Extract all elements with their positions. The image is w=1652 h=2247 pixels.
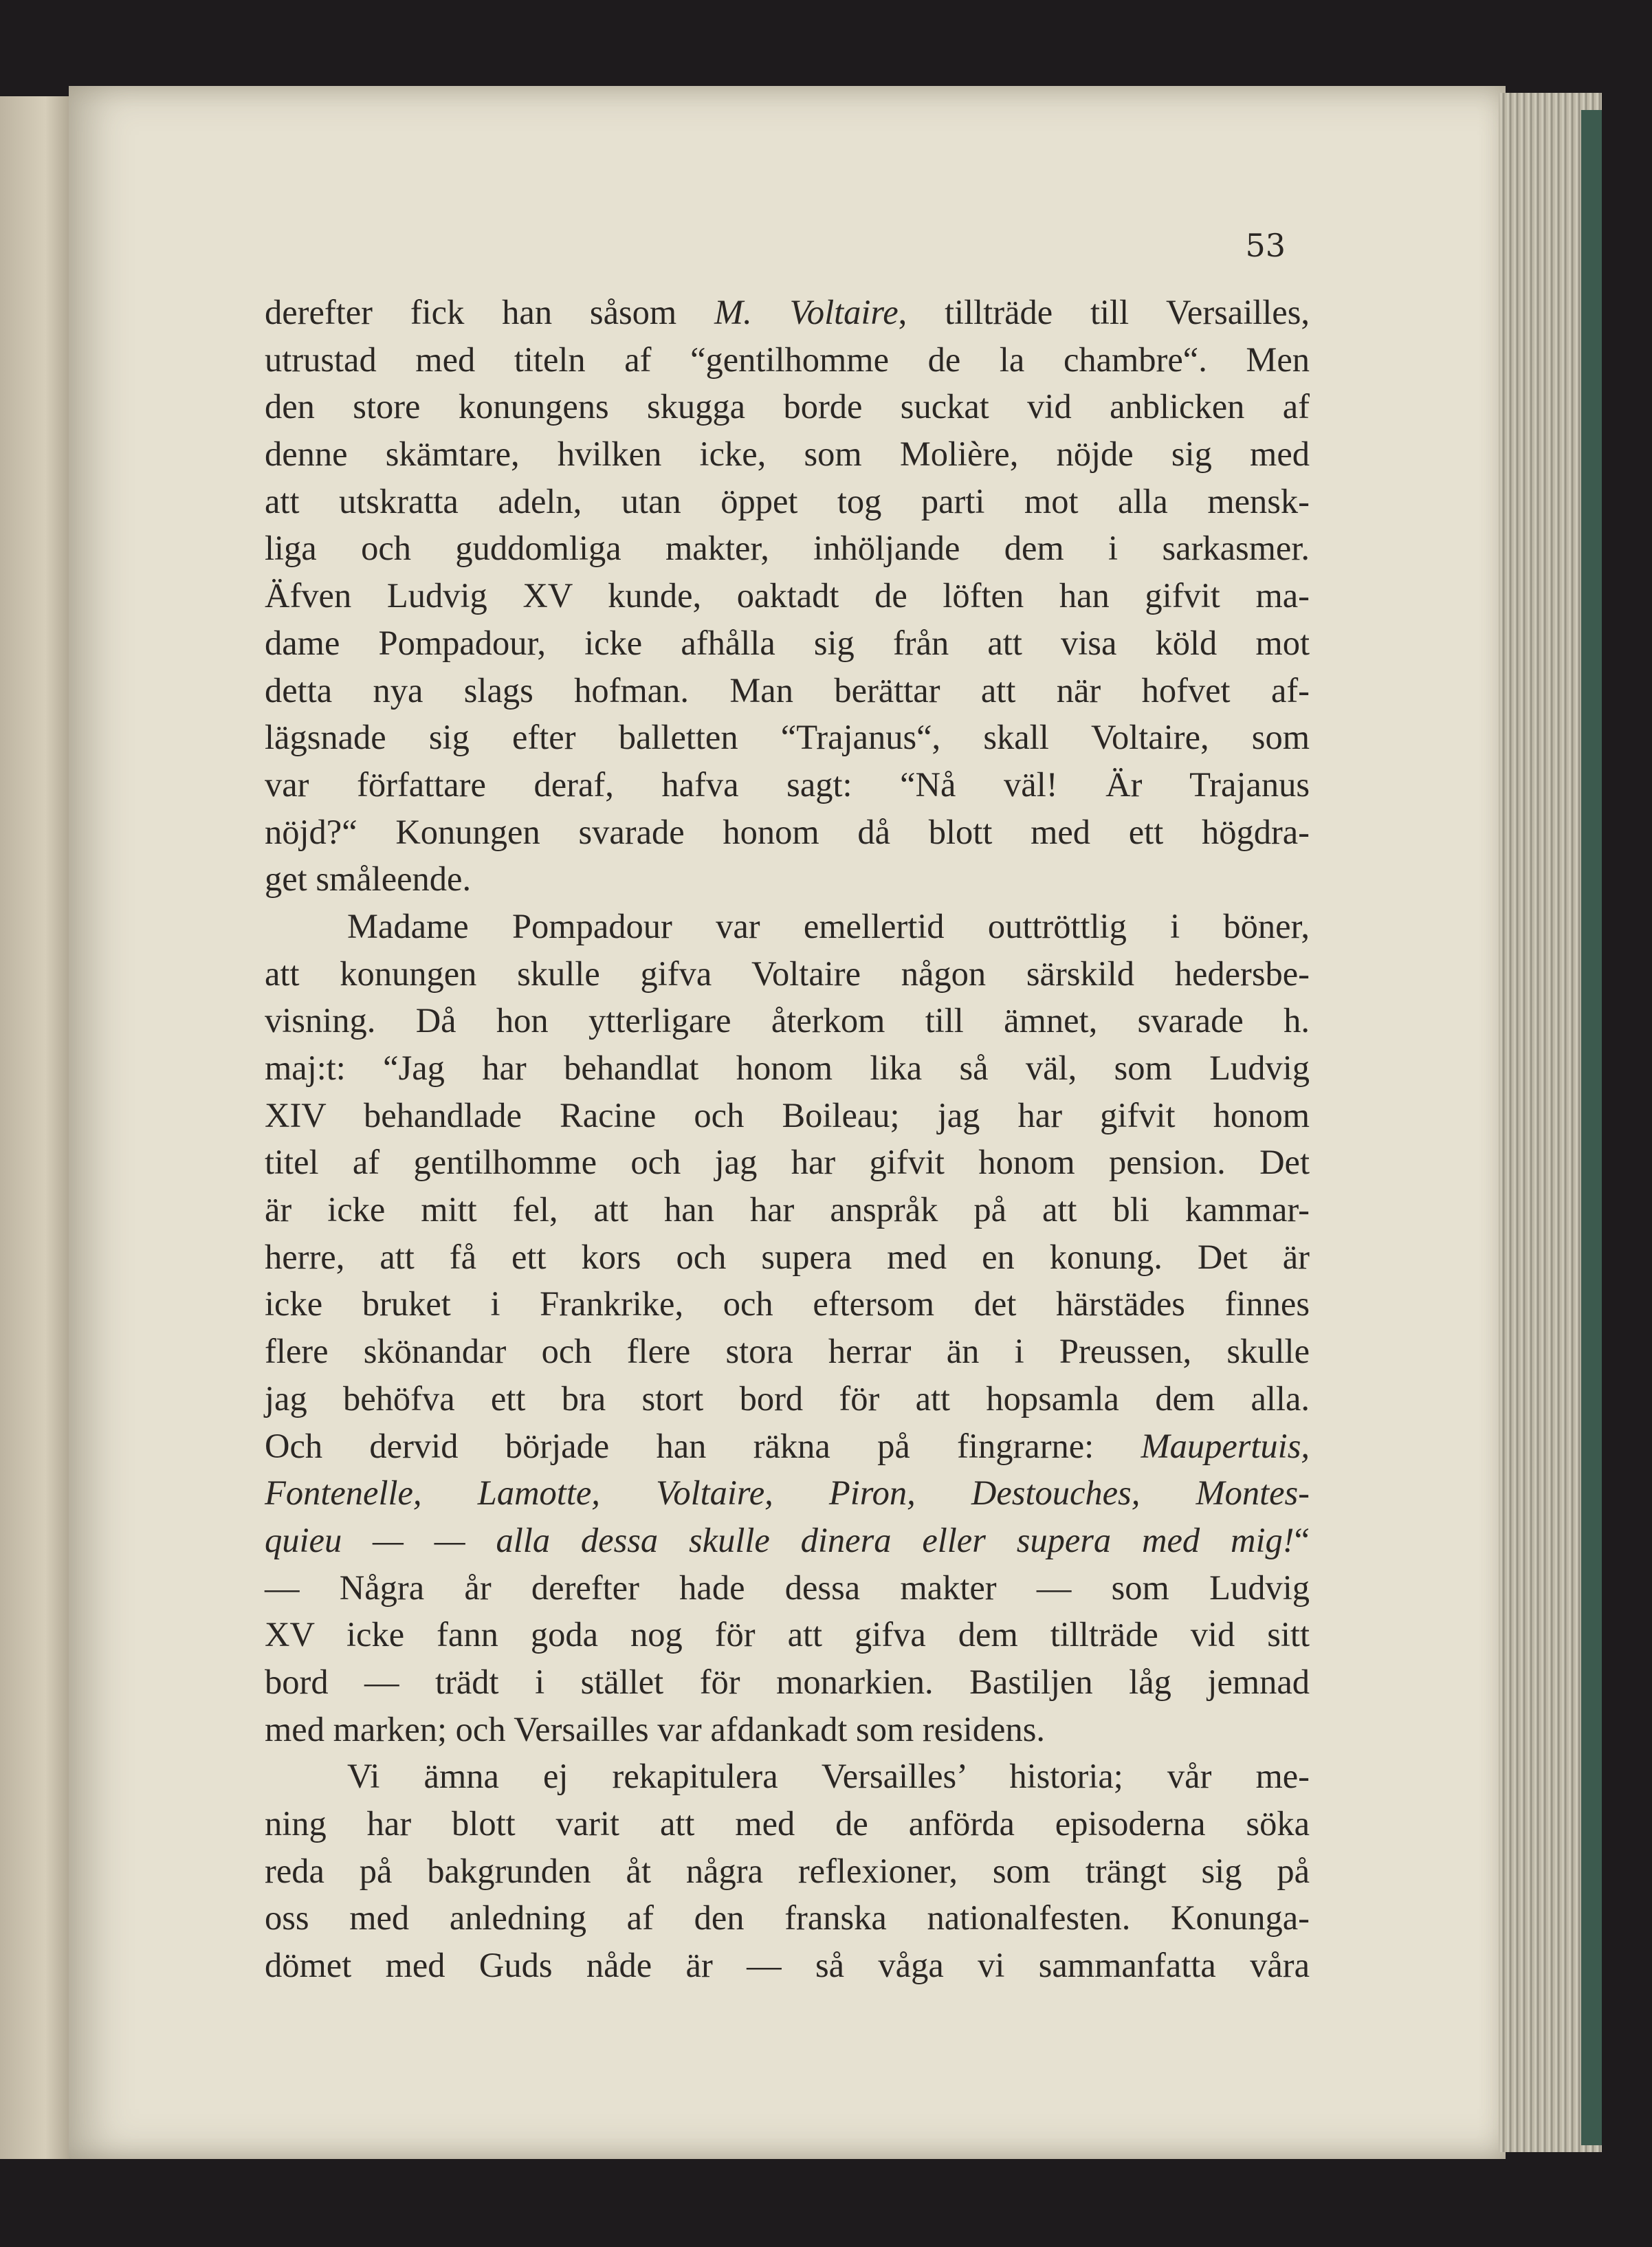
- text-segment: maj:t: “Jag har behandlat honom lika så väl, som Ludvig: [265, 1049, 1310, 1087]
- text-line: [265, 478, 1310, 525]
- text-segment: Och dervid började han räkna på fingrarne:: [265, 1426, 1141, 1465]
- text-segment: nöjd?“ Konungen svarade honom då blott med ett högdra-: [265, 812, 1310, 851]
- text-segment: quieu — — alla dessa skulle dinera eller supera med mig!: [265, 1520, 1295, 1559]
- text-line: [265, 1942, 1310, 1989]
- text-segment: derefter fick han såsom: [265, 293, 715, 331]
- text-line: [265, 336, 1310, 384]
- text-segment: “: [1294, 1520, 1310, 1559]
- text-line: [265, 1848, 1310, 1895]
- text-line: [265, 1611, 1310, 1658]
- text-segment: att konungen skulle gifva Voltaire någon särskild hedersbe-: [265, 954, 1310, 993]
- text-line: [265, 1186, 1310, 1234]
- text-segment: flere skönandar och flere stora herrar än i Preussen, skulle: [265, 1332, 1310, 1371]
- text-segment: Äfven Ludvig XV kunde, oaktadt de löften han gifvit ma-: [265, 576, 1310, 615]
- text-line: [265, 1092, 1310, 1139]
- text-line: [265, 809, 1310, 856]
- text-line: [265, 1139, 1310, 1186]
- text-line: [265, 1753, 1310, 1800]
- text-segment: denne skämtare, hvilken icke, som Molière, nöjde sig med: [265, 435, 1310, 474]
- text-segment: var författare deraf, hafva sagt: “Nå väl! Är Trajanus: [265, 765, 1310, 804]
- text-line: [265, 1706, 1310, 1753]
- text-segment: detta nya slags hofman. Man berättar att när hofvet af-: [265, 670, 1310, 710]
- text-segment: XIV behandlade Racine och Boileau; jag har gifvit honom: [265, 1095, 1310, 1135]
- text-segment: att utskratta adeln, utan öppet tog parti mot alla mensk-: [265, 481, 1310, 520]
- text-line: [265, 855, 1310, 903]
- text-line: [265, 1517, 1310, 1564]
- text-line: [265, 761, 1310, 809]
- text-line: [265, 950, 1310, 998]
- text-segment: Vi ämna ej rekapitulera Versailles’ historia; vår me-: [347, 1757, 1310, 1796]
- text-line: [265, 572, 1310, 620]
- book-cover-edge: [1581, 110, 1602, 2145]
- text-line: [265, 1658, 1310, 1706]
- text-segment: liga och guddomliga makter, inhöljande dem i sarkasmer.: [265, 529, 1310, 568]
- text-segment: M. Voltaire: [714, 293, 899, 331]
- text-line: [265, 289, 1310, 336]
- text-line: [265, 620, 1310, 667]
- text-segment: utrustad med titeln af “gentilhomme de la chambre“. Men: [265, 340, 1310, 379]
- text-segment: lägsnade sig efter balletten “Trajanus“, skall Voltaire, som: [265, 718, 1310, 757]
- text-line: [265, 1280, 1310, 1328]
- text-segment: herre, att få ett kors och supera med en konung. Det är: [265, 1237, 1310, 1276]
- text-segment: Maupertuis,: [1141, 1426, 1310, 1465]
- text-segment: , tillträde till Versailles,: [898, 293, 1310, 331]
- text-line: [265, 714, 1310, 761]
- text-segment: jag behöfva ett bra stort bord för att hopsamla dem alla.: [265, 1379, 1310, 1418]
- text-segment: dömet med Guds nåde är — så våga vi sammanfatta våra: [265, 1946, 1310, 1985]
- text-segment: icke bruket i Frankrike, och eftersom det härstädes finnes: [265, 1284, 1310, 1324]
- text-segment: Madame Pompadour var emellertid outtröttlig i böner,: [347, 906, 1310, 945]
- text-segment: med marken; och Versailles var afdankadt som residens.: [265, 1709, 1045, 1749]
- text-segment: reda på bakgrunden åt några reflexioner, som trängt sig på: [265, 1851, 1310, 1890]
- text-line: [265, 1894, 1310, 1942]
- text-line: [265, 1423, 1310, 1470]
- text-line: [265, 1564, 1310, 1612]
- text-segment: den store konungens skugga borde suckat vid anblicken af: [265, 387, 1310, 426]
- text-segment: visning. Då hon ytterligare återkom till ämnet, svarade h.: [265, 1001, 1310, 1040]
- text-line: [265, 1800, 1310, 1848]
- text-line: [265, 1044, 1310, 1092]
- text-segment: titel af gentilhomme och jag har gifvit honom pension. Det: [265, 1143, 1310, 1182]
- text-segment: — Några år derefter hade dessa makter — som Ludvig: [265, 1568, 1310, 1607]
- text-line: [265, 1469, 1310, 1517]
- text-segment: bord — trädt i stället för monarkien. Bastiljen låg jemnad: [265, 1662, 1310, 1701]
- text-segment: är icke mitt fel, att han har anspråk på att bli kammar-: [265, 1190, 1310, 1229]
- text-line: [265, 903, 1310, 950]
- body-text: [265, 289, 1310, 1989]
- text-line: [265, 997, 1310, 1044]
- text-segment: ning har blott varit att med de anförda episoderna söka: [265, 1804, 1310, 1843]
- text-line: [265, 525, 1310, 572]
- text-segment: oss med anledning af den franska nationalfesten. Konunga-: [265, 1898, 1310, 1938]
- text-segment: dame Pompadour, icke afhålla sig från att visa köld mot: [265, 623, 1310, 662]
- text-line: [265, 1375, 1310, 1423]
- text-line: [265, 1234, 1310, 1281]
- text-line: [265, 1328, 1310, 1375]
- page-number: 53: [1245, 227, 1286, 264]
- text-segment: XV icke fann goda nog för att gifva dem tillträde vid sitt: [265, 1615, 1310, 1654]
- text-line: [265, 430, 1310, 478]
- text-line: [265, 383, 1310, 430]
- text-line: [265, 667, 1310, 714]
- text-segment: Fontenelle, Lamotte, Voltaire, Piron, Destouches, Montes-: [265, 1473, 1310, 1513]
- text-segment: get småleende.: [265, 859, 472, 899]
- left-page-edge: [0, 96, 76, 2159]
